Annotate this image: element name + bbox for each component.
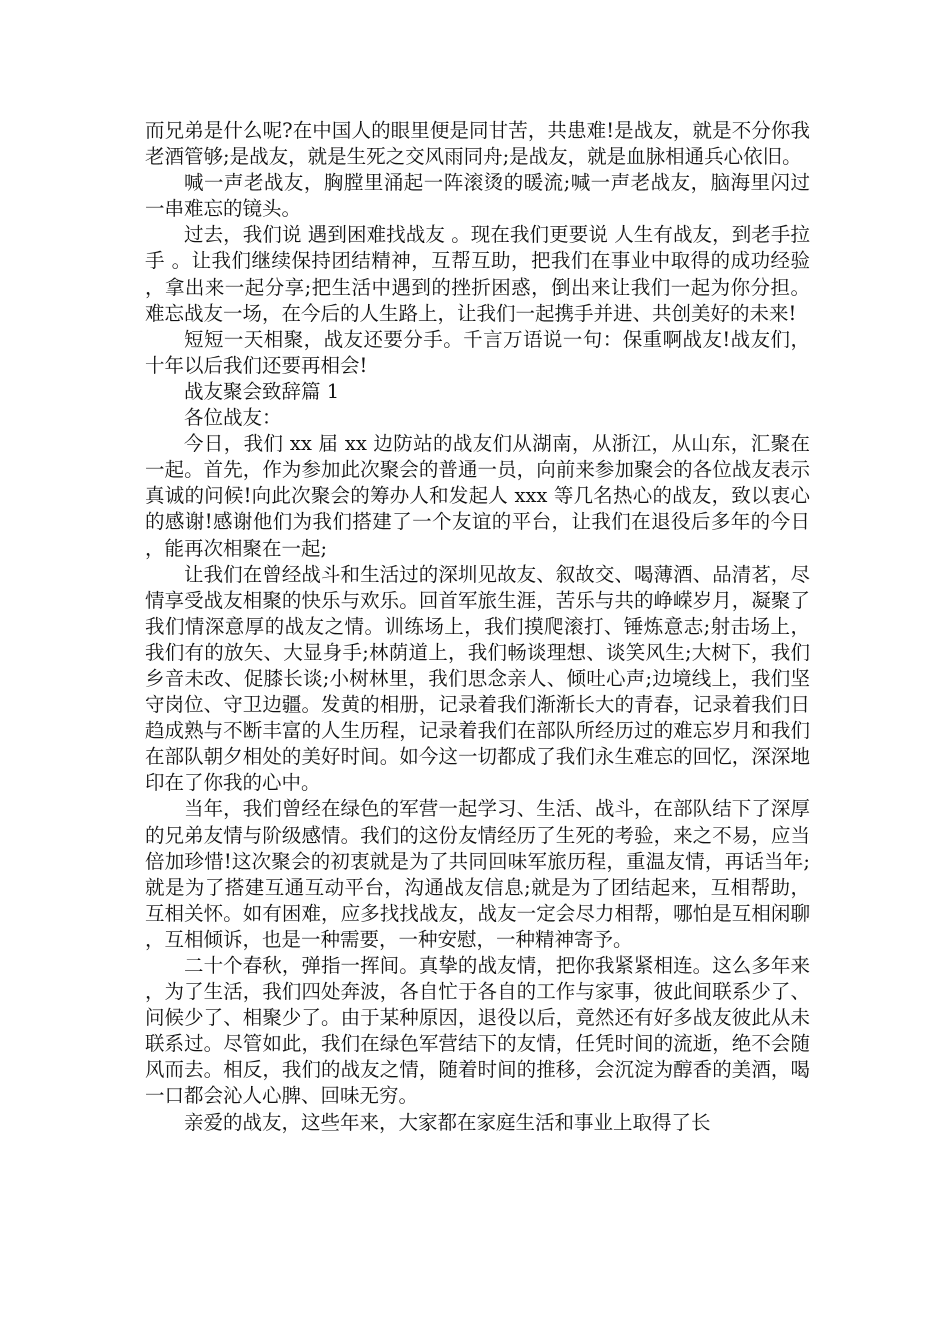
paragraph: 二十个春秋，弹指一挥间。真挚的战友情，把你我紧紧相连。这么多年来，为了生活，我们四处奔波，各自忙于各自的工作与家事，彼此间联系少了、问候少了、相聚少了。由于某种原因，退役以后，竟然还有好多战友彼此从未联系过。尽管如此，我们在绿色军营结下的友情，任凭时间的流逝，绝不会随风而去。相反，我们的战友之情，随着时间的推移，会沉淀为醇香的美酒，喝一口都会沁人心脾、回味无穷。 — [145, 954, 810, 1108]
paragraph: 今日，我们 xx 届 xx 边防站的战友们从湖南，从浙江，从山东，汇聚在一起。首先，作为参加此次聚会的普通一员，向前来参加聚会的各位战友表示真诚的问候!向此次聚会的筹办人和发起人 xxx 等几名热心的战友，致以衷心的感谢!感谢他们为我们搭建了一个友谊的平台，让我们在退役后多年的今日，能再次相聚在一起; — [145, 432, 810, 560]
section-title: 战友聚会致辞篇 1 — [184, 379, 340, 403]
paragraph: 喊一声老战友，胸膛里涌起一阵滚烫的暖流;喊一声老战友，脑海里闪过一串难忘的镜头。 — [145, 171, 810, 221]
paragraph: 亲爱的战友，这些年来，大家都在家庭生活和事业上取得了长 — [184, 1110, 711, 1134]
document-body — [145, 118, 810, 1136]
paragraph: 而兄弟是什么呢?在中国人的眼里便是同甘苦，共患难!是战友，就是不分你我老酒管够;是战友，就是生死之交风雨同舟;是战友，就是血脉相通兵心依旧。 — [145, 119, 810, 169]
salutation: 各位战友： — [184, 406, 282, 430]
paragraph: 让我们在曾经战斗和生活过的深圳见故友、叙故交、喝薄酒、品清茗，尽情享受战友相聚的快乐与欢乐。回首军旅生涯，苦乐与共的峥嵘岁月，凝聚了我们情深意厚的战友之情。训练场上，我们摸爬滚打、锤炼意志;射击场上，我们有的放矢、大显身手;林荫道上，我们畅谈理想、谈笑风生;大树下，我们乡音未改、促膝长谈;小树林里，我们思念亲人、倾吐心声;边境线上，我们坚守岗位、守卫边疆。发黄的相册，记录着我们渐渐长大的青春，记录着我们日趋成熟与不断丰富的人生历程，记录着我们在部队所经历过的难忘岁月和我们在部队朝夕相处的美好时间。如今这一切都成了我们永生难忘的回忆，深深地印在了你我的心中。 — [145, 562, 810, 795]
paragraph: 过去，我们说 遇到困难找战友 。现在我们更要说 人生有战友，到老手拉手 。让我们继续保持团结精神，互帮互助，把我们在事业中取得的成功经验，拿出来一起分享;把生活中遇到的挫折困惑，倒出来让我们一起为你分担。难忘战友一场，在今后的人生路上，让我们一起携手并进、共创美好的未来! — [145, 223, 810, 325]
paragraph: 短短一天相聚，战友还要分手。千言万语说一句：保重啊战友!战友们，十年以后我们还要再相会! — [145, 327, 810, 377]
paragraph: 当年，我们曾经在绿色的军营一起学习、生活、战斗，在部队结下了深厚的兄弟友情与阶级感情。我们的这份友情经历了生死的考验，来之不易，应当倍加珍惜!这次聚会的初衷就是为了共同回味军旅历程，重温友情，再话当年;就是为了搭建互通互动平台，沟通战友信息;就是为了团结起来，互相帮助，互相关怀。如有困难，应多找找战友，战友一定会尽力相帮，哪怕是互相闲聊，互相倾诉，也是一种需要，一种安慰，一种精神寄予。 — [145, 797, 810, 951]
